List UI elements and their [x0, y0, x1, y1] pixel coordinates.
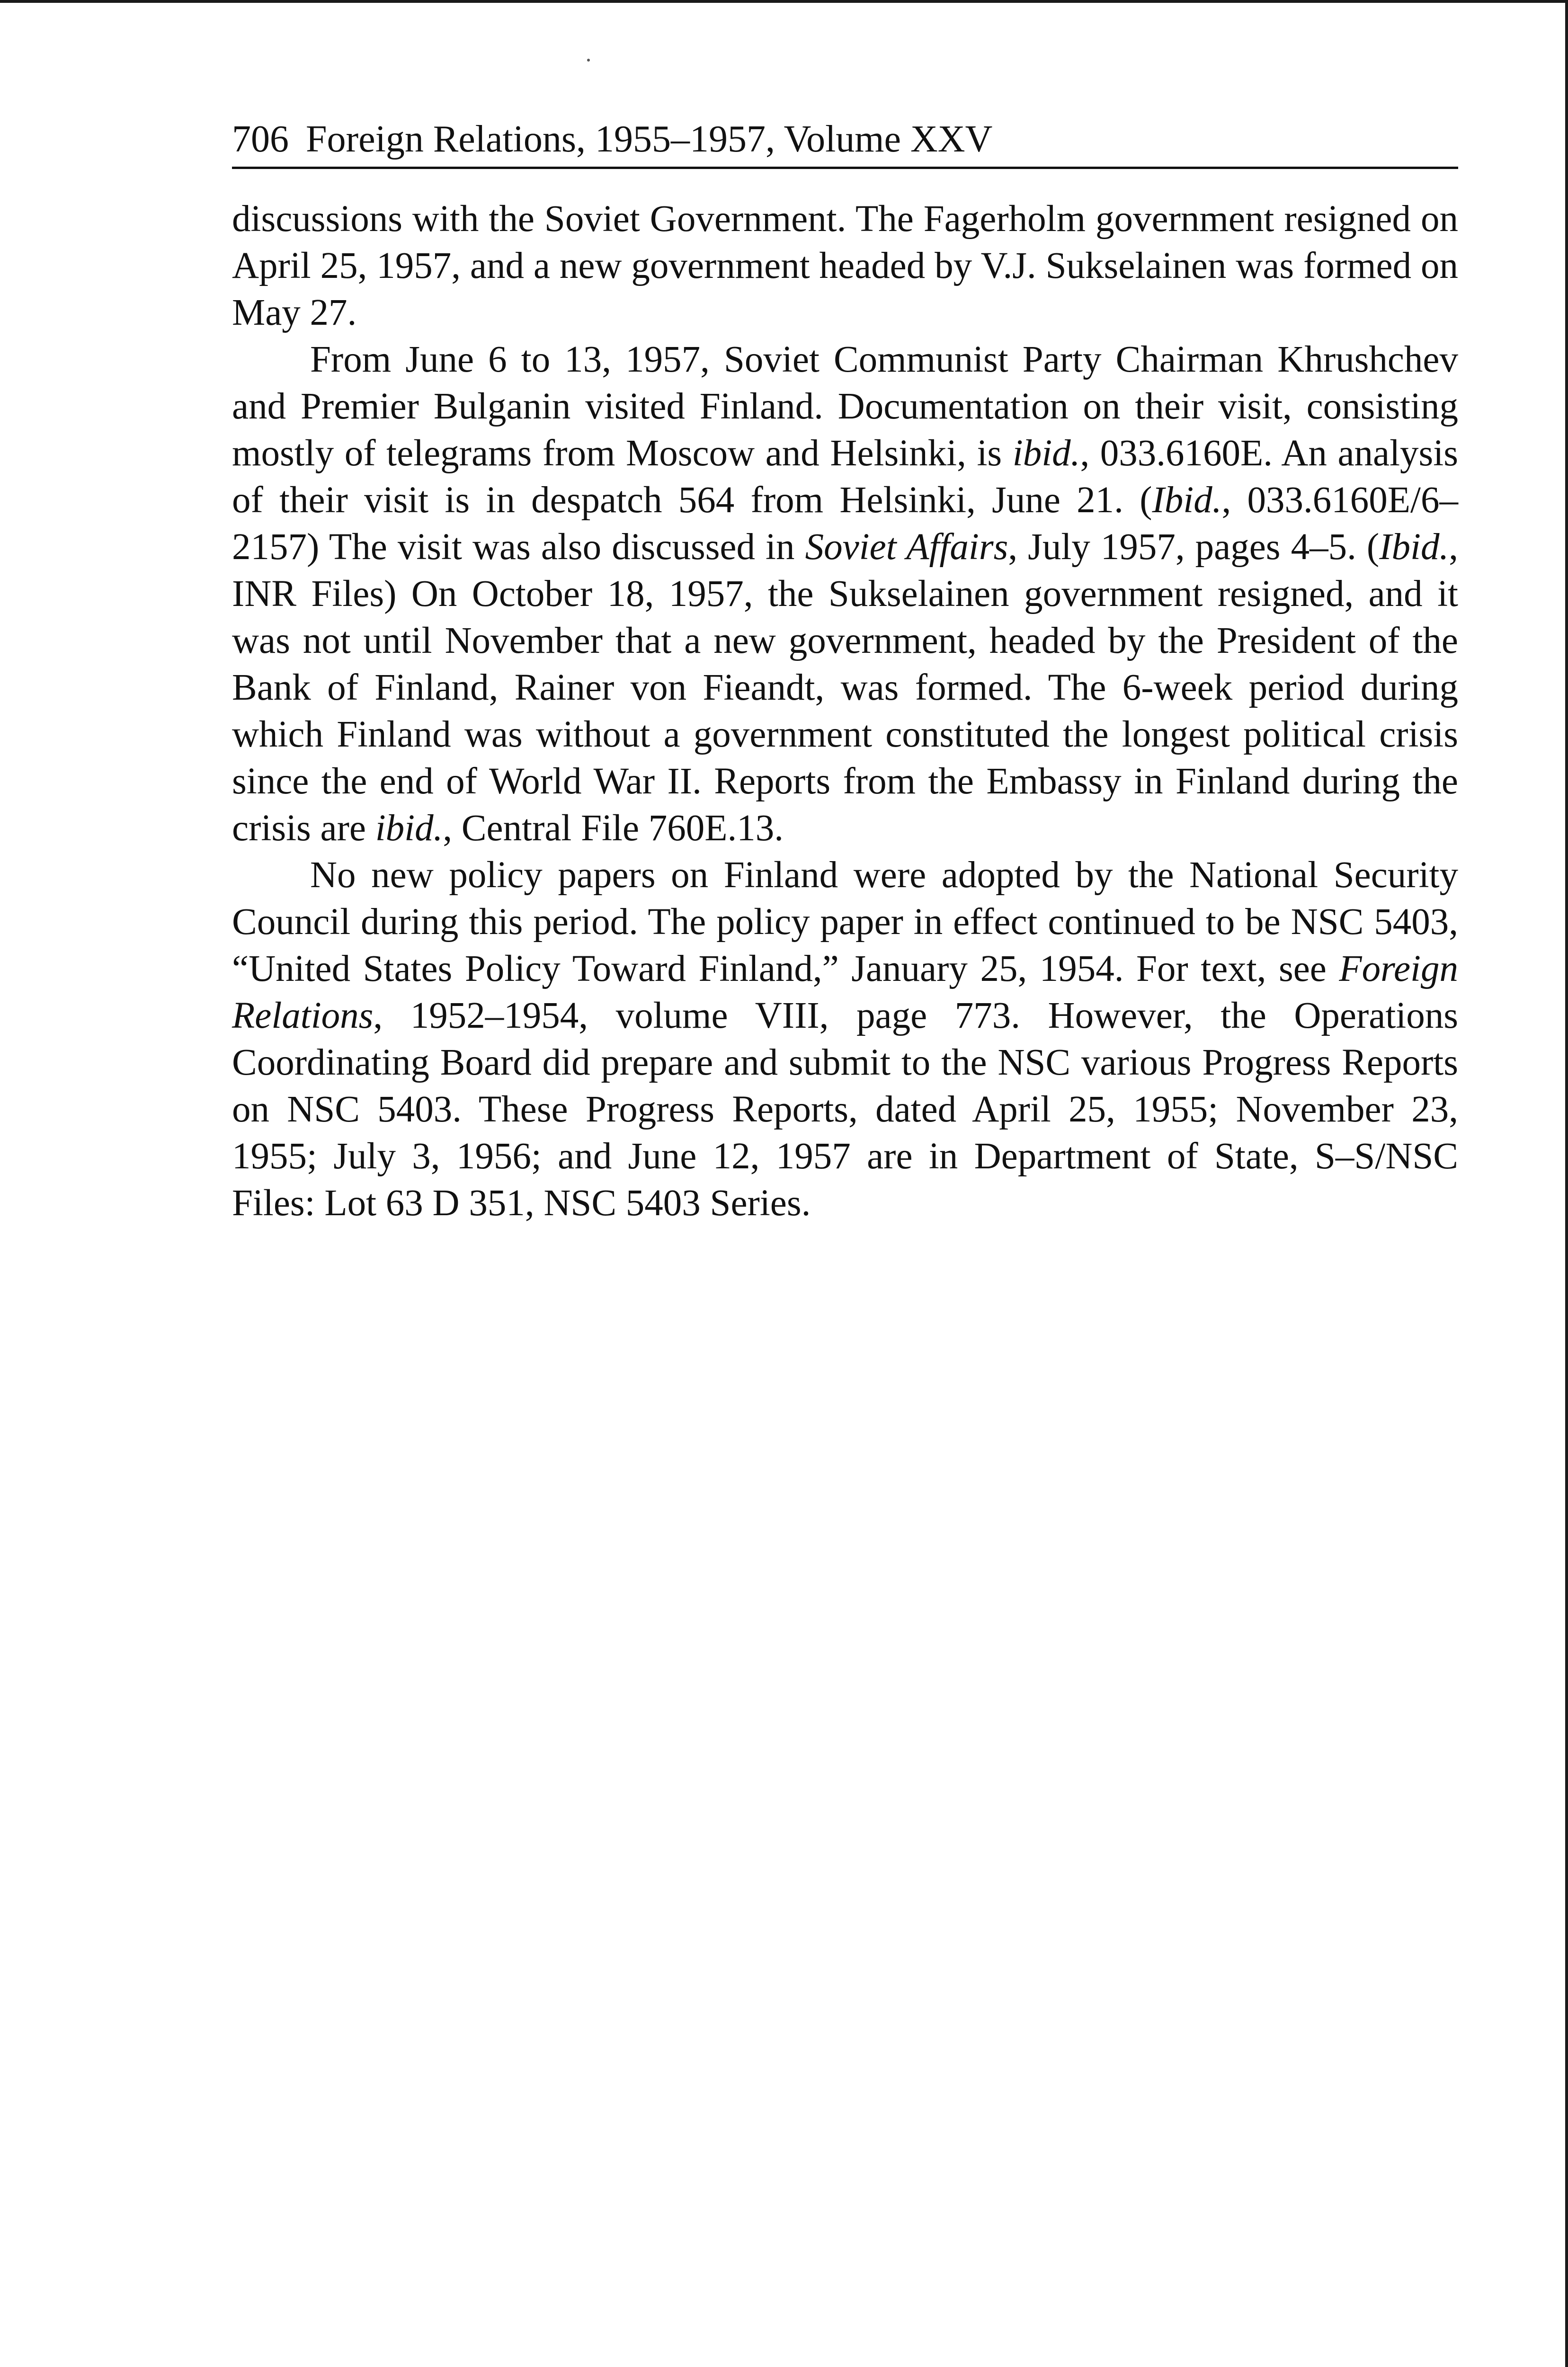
text-run: From June 6 to 13, 1957, Soviet Communist Party Chairman Khrushchev and Premier Bulganin visited Finland. Documentation on their visit, consisting mostly of telegrams from Moscow and Helsinki, is: [232, 339, 1458, 474]
page-number: 706: [232, 118, 289, 160]
text-run: , Central File 760E.13.: [443, 808, 784, 849]
text-run: , INR Files) On October 18, 1957, the Sukselainen government resigned, and it was not until November that a new government, headed by the President of the Bank of Finland, Rainer von Fieandt, was formed. The 6-week period during which Finland was without a government constituted the longest political crisis since the end of World War II. Reports from the Embassy in Finland during the crisis are: [232, 526, 1458, 849]
document-page: [232, 118, 1458, 1227]
paragraph-1: [232, 196, 1458, 336]
italic-text-run: ibid.: [375, 808, 443, 849]
text-run: No new policy papers on Finland were adopted by the National Security Council during this period. The policy paper in effect continued to be NSC 5403, “United States Policy Toward Finland,” January 25, 1954. For text, see: [232, 854, 1458, 989]
italic-text-run: Ibid.: [1379, 526, 1449, 568]
italic-text-run: Soviet Affairs: [805, 526, 1008, 568]
text-run: , 1952–1954, volume VIII, page 773. However, the Operations Coordinating Board did prepare and submit to the NSC various Progress Reports on NSC 5403. These Progress Reports, dated April 25, 1955; November 23, 1955; July 3, 1956; and June 12, 1957 are in Department of State, S–S/NSC Files: Lot 63 D 351, NSC 5403 Series.: [232, 995, 1458, 1224]
italic-text-run: ibid.: [1012, 433, 1080, 474]
body-text: [232, 196, 1458, 1227]
italic-text-run: Ibid.: [1152, 480, 1222, 521]
paragraph-3: [232, 852, 1458, 1227]
scan-speck: [587, 59, 590, 62]
text-run: , 033.6160E/6–2157) The visit was also discussed in: [232, 480, 1458, 568]
scan-border-top: [0, 0, 1568, 3]
italic-text-run: Foreign Relations: [232, 948, 1458, 1036]
text-run: , 033.6160E. An analysis of their visit is in despatch 564 from Helsinki, June 21. (: [232, 433, 1458, 521]
header-title: Foreign Relations, 1955–1957, Volume XXV: [306, 118, 993, 160]
paragraph-2: [232, 336, 1458, 852]
text-run: discussions with the Soviet Government. The Fagerholm government resigned on April 25, 1957, and a new government headed by V.J. Sukselainen was formed on May 27.: [232, 198, 1458, 333]
running-header: [232, 118, 1458, 169]
text-run: , July 1957, pages 4–5. (: [1008, 526, 1380, 568]
scan-border-right: [1565, 0, 1568, 2367]
